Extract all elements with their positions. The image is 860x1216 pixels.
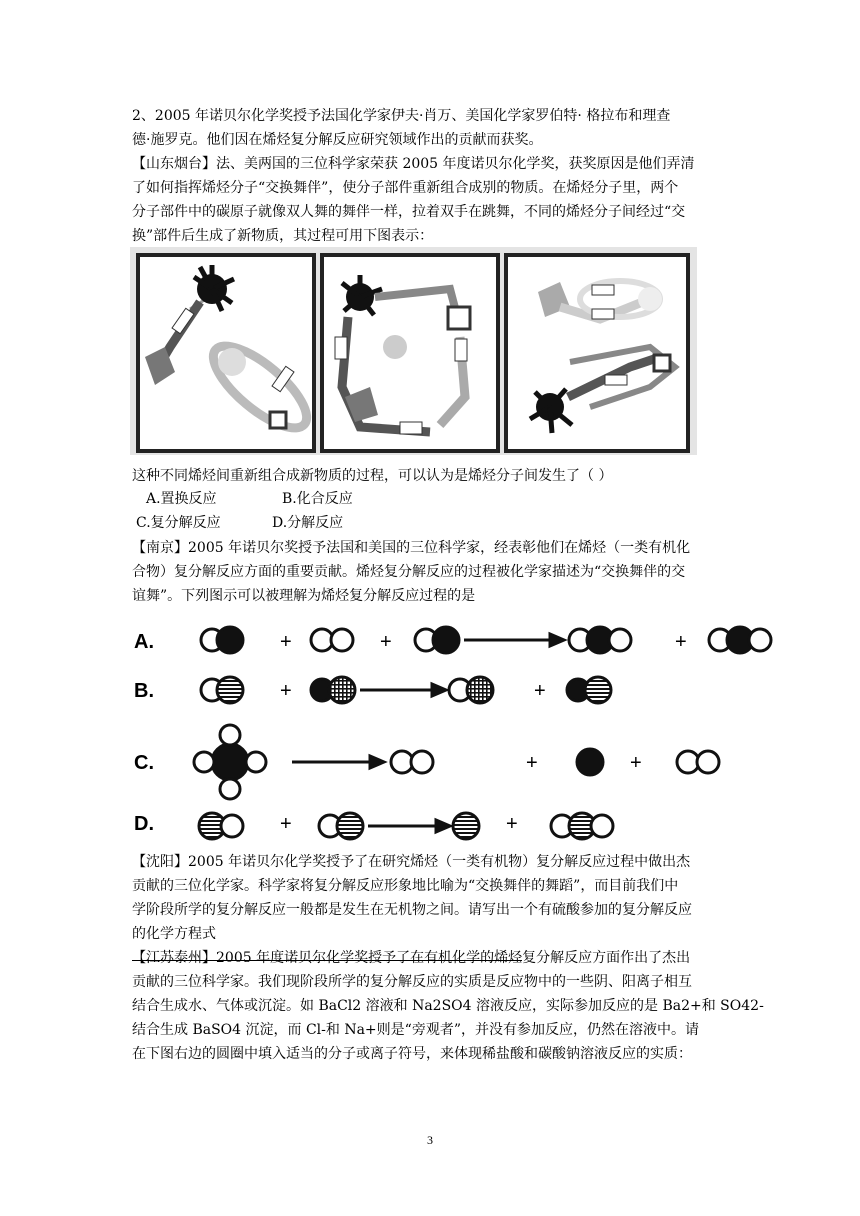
page-number: 3 (427, 1133, 433, 1147)
option-c[interactable]: C.复分解反应 (136, 515, 221, 531)
question-nanjing (132, 536, 732, 608)
text-line-end: 的化学方程式 (132, 926, 216, 942)
plus: + (506, 813, 518, 835)
text-line: 结合生成水、气体或沉淀。如 BaCl2 溶液和 Na2SO4 溶液反应，实际参加反应的是 Ba2+和 SO42- (132, 998, 764, 1014)
reaction-diagram-options (130, 620, 810, 852)
text-line: 【江苏泰州】2005 年度诺贝尔化学奖授予了在有机化学的烯烃复分解反应方面作出了杰出 (132, 950, 691, 966)
panel-2 (322, 255, 498, 451)
label-d: D. (134, 813, 154, 835)
plus: + (280, 631, 292, 653)
text-line: 贡献的三位化学家。科学家将复分解反应形象地比喻为“交换舞伴的舞蹈”，而目前我们中 (132, 878, 679, 894)
text-line: 【南京】2005 年诺贝尔奖授予法国和美国的三位科学家，经表彰他们在烯烃（一类有机化 (132, 540, 691, 556)
option-a[interactable]: A.置换反应 (146, 491, 217, 507)
text-line: 换”部件后生成了新物质，其过程可用下图表示： (132, 228, 434, 244)
plus: + (526, 752, 538, 774)
text-line: 了如何指挥烯烃分子“交换舞伴”，使分子部件重新组合成别的物质。在烯烃分子里，两个 (132, 180, 679, 196)
label-b: B. (134, 680, 154, 702)
panel-1 (138, 255, 319, 451)
plus: + (675, 631, 687, 653)
plus: + (630, 752, 642, 774)
text-line: 【沈阳】2005 年诺贝尔化学奖授予了在研究烯烃（一类有机物）复分解反应过程中做出杰 (132, 854, 691, 870)
text-line: 这种不同烯烃间重新组合成新物质的过程，可以认为是烯烃分子间发生了（ ） (132, 468, 613, 484)
intro-line: 德·施罗克。他们因在烯烃复分解反应研究领域作出的贡献而获奖。 (132, 132, 543, 148)
text-line: 合物）复分解反应方面的重要贡献。烯烃复分解反应的过程被化学家描述为“交换舞伴的交 (132, 564, 686, 580)
question-shandong (132, 152, 732, 248)
text-line: 学阶段所学的复分解反应一般都是发生在无机物之间。请写出一个有硫酸参加的复分解反应 (132, 902, 692, 918)
intro-line: 2、2005 年诺贝尔化学奖授予法国化学家伊夫·肖万、美国化学家罗伯特· 格拉布和理查 (132, 108, 671, 124)
plus: + (280, 813, 292, 835)
dance-partner-illustration (130, 247, 697, 455)
intro-paragraph (132, 104, 732, 152)
label-a: A. (134, 631, 154, 653)
plus: + (280, 680, 292, 702)
question-shenyang (132, 850, 732, 961)
text-line: 谊舞”。下列图示可以被理解为烯烃复分解反应过程的是 (132, 588, 476, 604)
question-jiangsu-taizhou (132, 946, 764, 1066)
plus: + (380, 631, 392, 653)
question-shandong-prompt (132, 464, 732, 488)
label-c: C. (134, 752, 154, 774)
text-line: 分子部件中的碳原子就像双人舞的舞伴一样，拉着双手在跳舞，不同的烯烃分子间经过“交 (132, 204, 686, 220)
text-line: 【山东烟台】法、美两国的三位科学家荣获 2005 年度诺贝尔化学奖，获奖原因是他们弄清 (132, 156, 695, 172)
text-line: 贡献的三位科学家。我们现阶段所学的复分解反应的实质是反应物中的一些阴、阳离子相互 (132, 974, 692, 990)
text-line: 结合生成 BaSO4 沉淀，而 Cl-和 Na+则是“旁观者”，并没有参加反应，仍然在溶液中。请 (132, 1022, 699, 1038)
option-b[interactable]: B.化合反应 (282, 491, 353, 507)
option-d[interactable]: D.分解反应 (272, 515, 344, 531)
panel-3 (506, 255, 688, 451)
text-line: 在下图右边的圆圈中填入适当的分子或离子符号，来体现稀盐酸和碳酸钠溶液反应的实质： (132, 1046, 692, 1062)
plus: + (534, 680, 546, 702)
